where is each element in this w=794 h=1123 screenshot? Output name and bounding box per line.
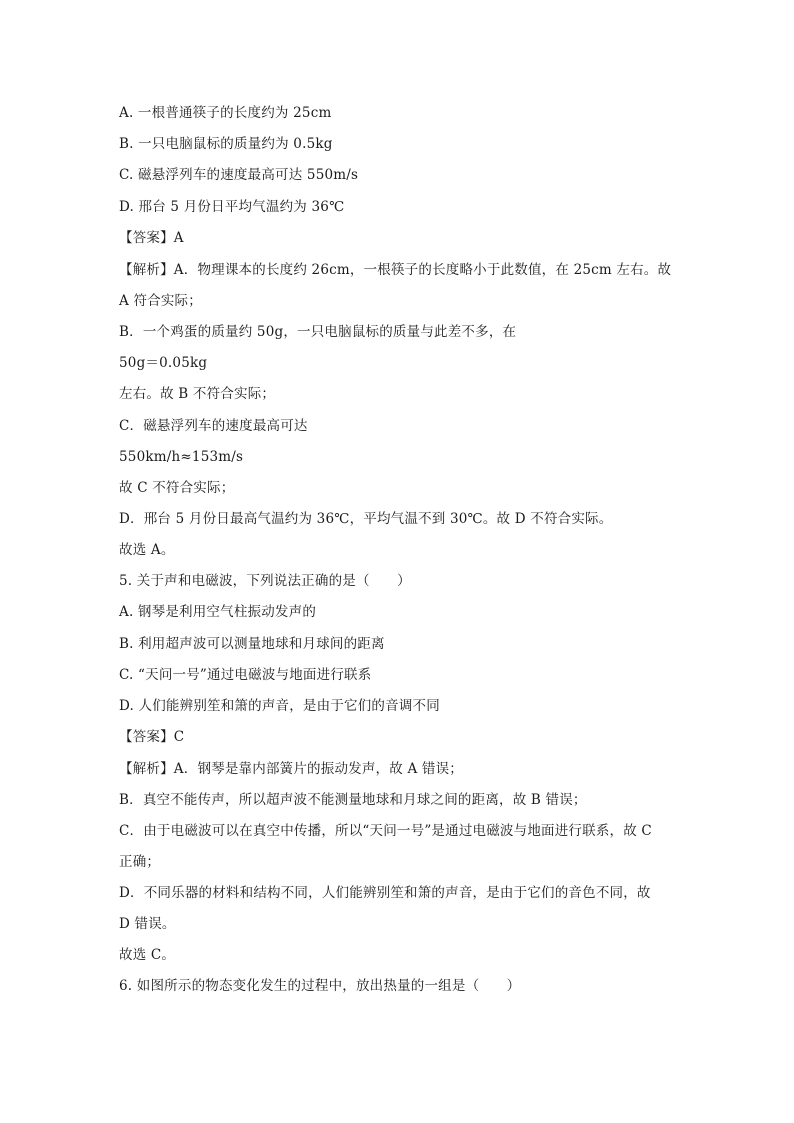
option-b-mouse-mass: B. 一只电脑鼠标的质量约为 0.5kg [119, 136, 333, 152]
analysis-q4-b: B．一个鸡蛋的质量约 50g，一只电脑鼠标的质量与此差不多，在 [119, 324, 517, 340]
analysis-q5-a: 【解析】A．钢琴是靠内部簧片的振动发声，故 A 错误； [119, 761, 463, 777]
answer-q4: 【答案】A [119, 230, 184, 246]
analysis-q4-c-formula: 550km/h≈153m/s [119, 449, 244, 465]
analysis-q5-d: D．不同乐器的材料和结构不同，人们能辨别笙和箫的声音，是由于它们的音色不同，故 [119, 885, 651, 901]
analysis-q5-d-cont: D 错误。 [119, 916, 176, 932]
analysis-q4-c-cont: 故 C 不符合实际； [119, 480, 235, 496]
question-6: 6. 如图所示的物态变化发生的过程中，放出热量的一组是（ ） [119, 978, 521, 994]
analysis-q5-c: C．由于电磁波可以在真空中传播，所以“天问一号”是通过电磁波与地面进行联系，故 C [119, 823, 652, 839]
q5-option-a: A. 钢琴是利用空气柱振动发声的 [119, 604, 317, 620]
q5-option-b: B. 利用超声波可以测量地球和月球间的距离 [119, 636, 385, 652]
conclusion-q4: 故选 A。 [119, 542, 175, 558]
q5-option-c: C. “天问一号”通过电磁波与地面进行联系 [119, 667, 372, 683]
question-5: 5. 关于声和电磁波，下列说法正确的是（ ） [119, 573, 411, 589]
answer-q5: 【答案】C [119, 729, 185, 745]
conclusion-q5: 故选 C。 [119, 947, 176, 963]
analysis-q4-a: 【解析】A．物理课本的长度约 26cm，一根筷子的长度略小于此数值，在 25cm 左右。故 [119, 262, 672, 278]
option-c-maglev-speed: C. 磁悬浮列车的速度最高可达 550m/s [119, 167, 359, 183]
analysis-q4-c: C．磁悬浮列车的速度最高可达 [119, 418, 308, 434]
q5-option-d: D. 人们能辨别笙和箫的声音，是由于它们的音调不同 [119, 698, 440, 714]
analysis-q4-d: D．邢台 5 月份日最高气温约为 36℃，平均气温不到 30℃。故 D 不符合实际。 [119, 511, 613, 527]
analysis-q4-a-cont: A 符合实际； [119, 293, 202, 309]
option-a-chopstick-length: A. 一根普通筷子的长度约为 25cm [119, 105, 332, 121]
analysis-q4-b-formula: 50g＝0.05kg [119, 355, 208, 371]
analysis-q5-c-cont: 正确； [119, 854, 161, 870]
analysis-q5-b: B．真空不能传声，所以超声波不能测量地球和月球之间的距离，故 B 错误； [119, 792, 587, 808]
analysis-q4-b-cont: 左右。故 B 不符合实际； [119, 386, 276, 402]
option-d-temperature: D. 邢台 5 月份日平均气温约为 36℃ [119, 199, 345, 215]
